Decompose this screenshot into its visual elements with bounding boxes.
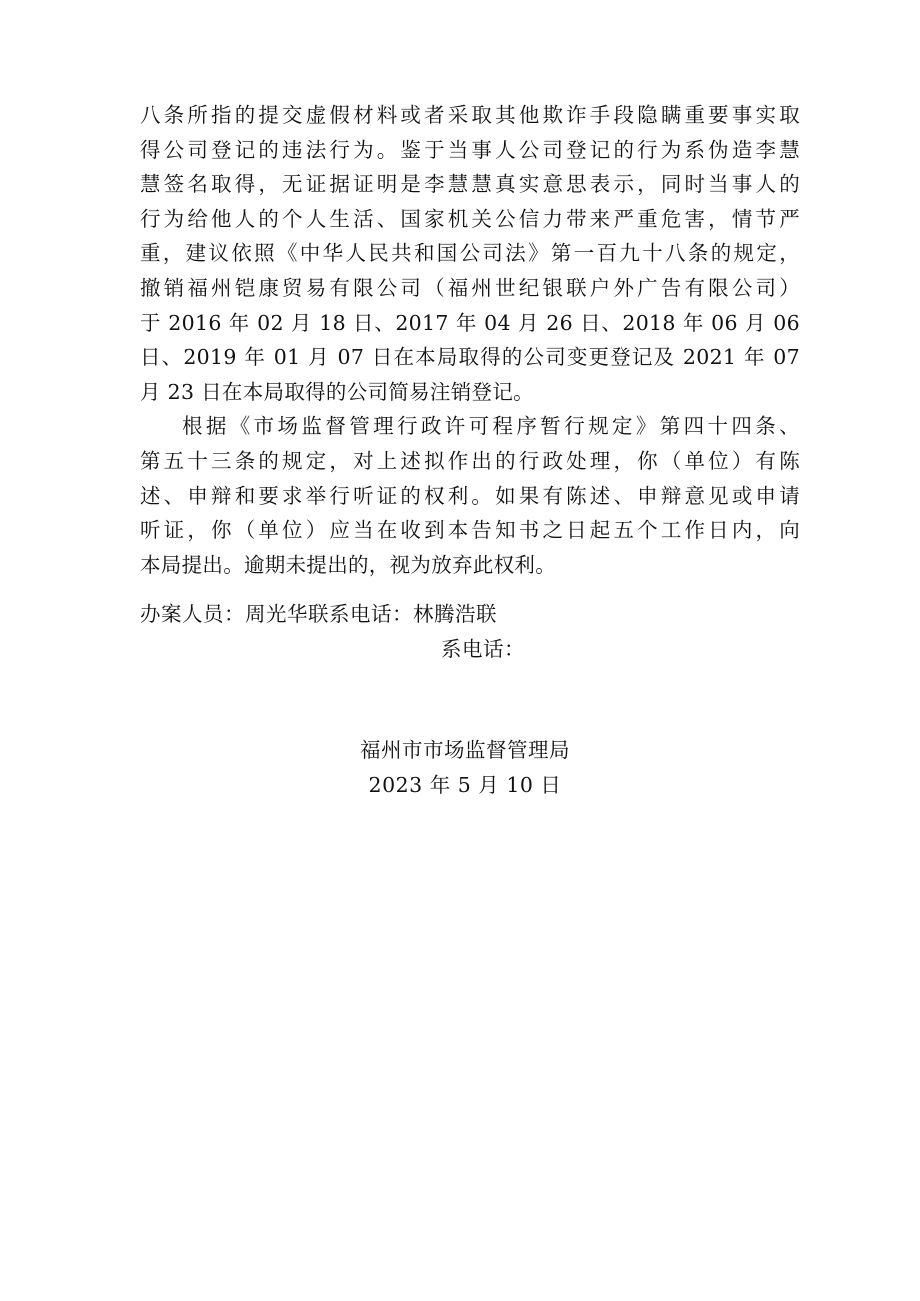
contact-line: 系电话： — [441, 636, 525, 661]
paragraph-line: 得公司登记的违法行为。鉴于当事人公司登记的行为系伪造李慧 — [140, 137, 800, 162]
paragraph-line: 重，建议依照《中华人民共和国公司法》第一百九十八条的规定， — [140, 241, 800, 266]
paragraph-line: 日、2019 年 01 月 07 日在本局取得的公司变更登记及 2021 年 07 — [140, 345, 800, 370]
paragraph-line: 撤销福州铠康贸易有限公司（福州世纪银联户外广告有限公司） — [140, 275, 800, 300]
paragraph-decision — [140, 98, 800, 409]
issue-date: 2023 年 5 月 10 日 — [368, 773, 562, 797]
paragraph-line: 听证，你（单位）应当在收到本告知书之日起五个工作日内，向 — [140, 518, 800, 543]
paragraph-line: 行为给他人的个人生活、国家机关公信力带来严重危害，情节严 — [140, 206, 800, 231]
notice-body — [140, 98, 800, 582]
paragraph-line: 本局提出。逾期未提出的，视为放弃此权利。 — [140, 552, 556, 577]
issuing-organization: 福州市市场监督管理局 — [360, 738, 570, 762]
paragraph-line: 慧签名取得，无证据证明是李慧慧真实意思表示，同时当事人的 — [140, 172, 800, 197]
paragraph-line: 八条所指的提交虚假材料或者采取其他欺诈手段隐瞒重要事实取 — [140, 103, 800, 127]
paragraph-line: 于 2016 年 02 月 18 日、2017 年 04 月 26 日、2018 年 06 月 06 — [140, 310, 800, 335]
case-handler-contact — [140, 597, 800, 666]
contact-line: 办案人员：周光华联系电话：林腾浩联 — [140, 602, 497, 626]
paragraph-rights — [140, 409, 800, 582]
paragraph-line: 述、申辩和要求举行听证的权利。如果有陈述、申辩意见或申请 — [140, 483, 800, 508]
paragraph-line: 第五十三条的规定，对上述拟作出的行政处理，你（单位）有陈 — [140, 448, 800, 473]
paragraph-line: 根据《市场监督管理行政许可程序暂行规定》第四十四条、 — [182, 414, 800, 439]
paragraph-line: 月 23 日在本局取得的公司简易注销登记。 — [140, 379, 534, 404]
